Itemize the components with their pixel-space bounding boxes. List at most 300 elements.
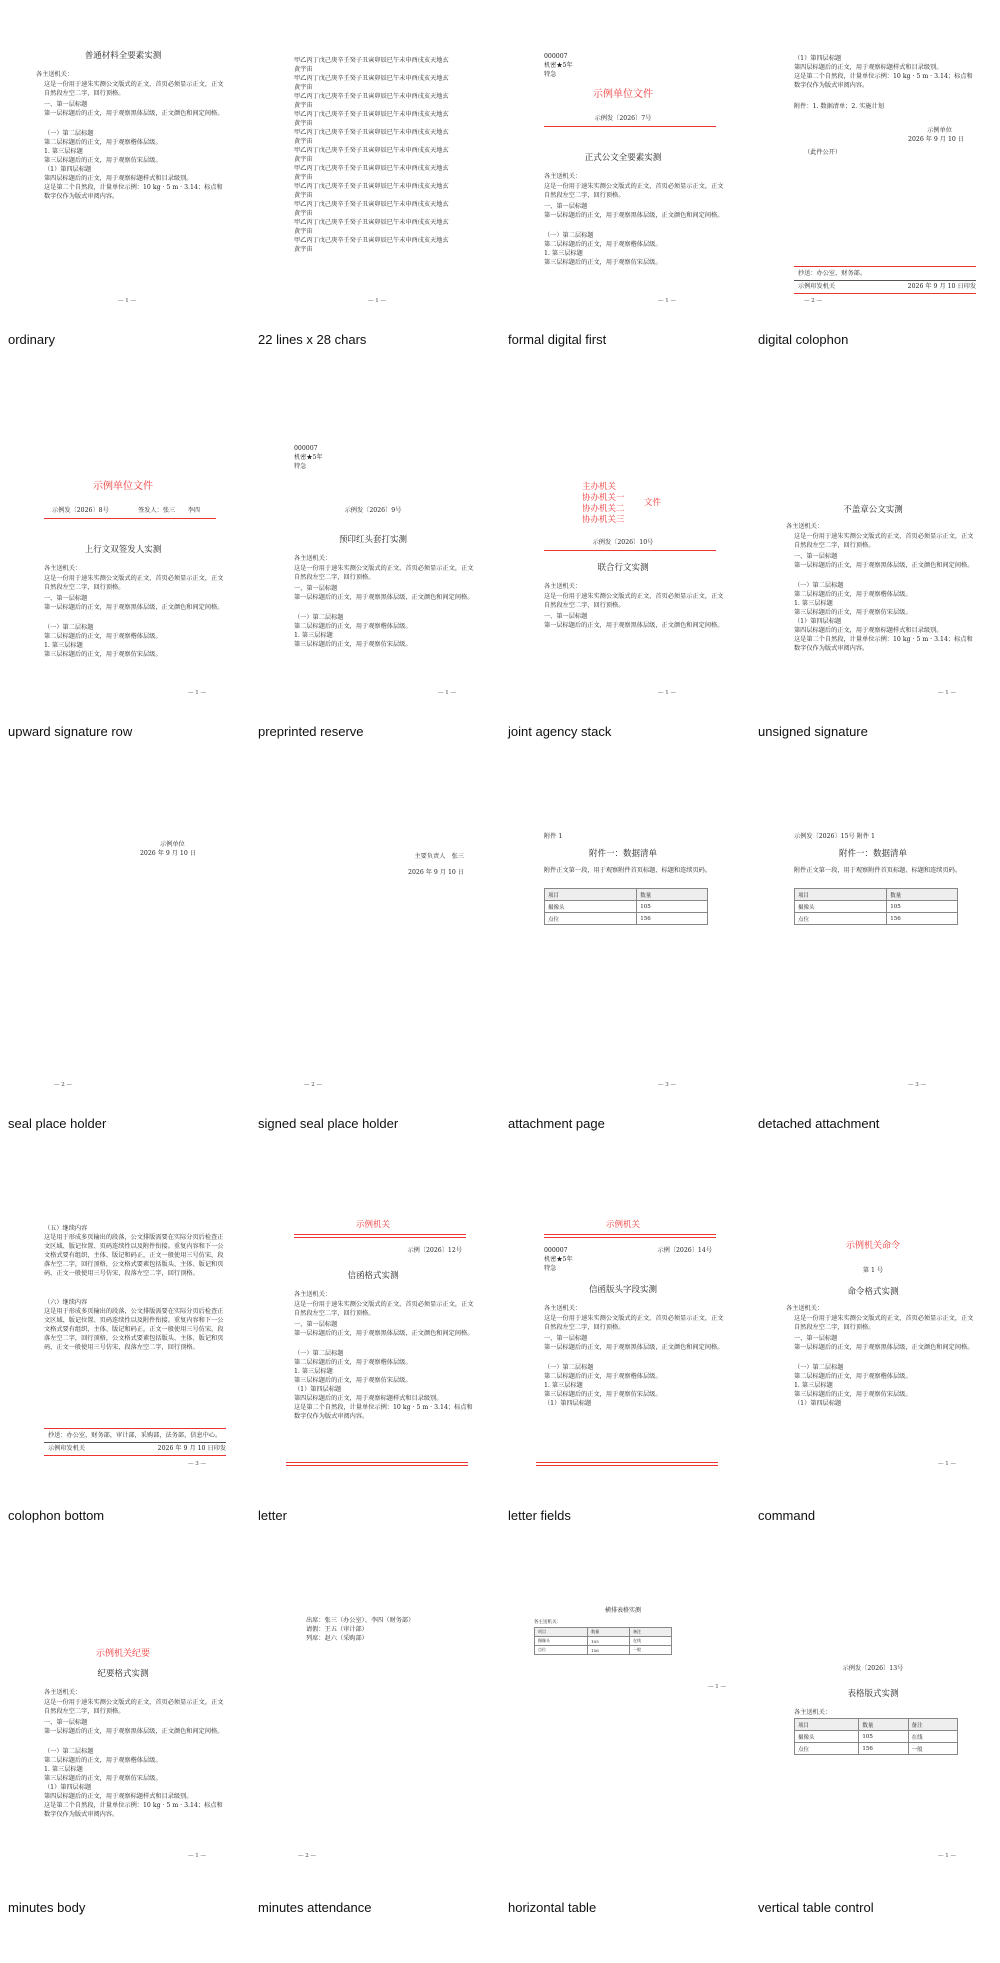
body-para: 这是一份用于速朱实测公文版式的正文，首页必须显示正文，正文自然段左空二字，回行顶格。 xyxy=(544,593,724,609)
heading-4: （1）第四层标题 xyxy=(794,55,842,62)
red-rule xyxy=(536,1465,718,1466)
page-number: — 1 — xyxy=(938,690,956,696)
red-rule xyxy=(544,1237,716,1238)
table-cell: 156 xyxy=(588,1646,630,1655)
signer: 示例单位 xyxy=(927,127,952,134)
document-page xyxy=(258,400,488,700)
body-para: 第一层标题后的正文，用于观察黑体层级，正文颜色和间定间格。 xyxy=(544,1344,724,1351)
caption: minutes attendance xyxy=(258,1900,372,1915)
org-header: 示例机关命令 xyxy=(845,1241,900,1251)
red-rule xyxy=(544,126,716,127)
body-para: 第一层标题后的正文，用于观察黑体层级，正文颜色和间定间格。 xyxy=(294,594,474,601)
doc-thumbnail-detached-attachment[interactable] xyxy=(750,784,1000,1179)
document-page xyxy=(508,1576,738,1876)
doc-title: 正式公文全要素实测 xyxy=(584,153,662,163)
grid-line: 甲乙丙丁戊己庚辛壬癸子丑寅卯辰巳午未申酉戌亥天地玄 xyxy=(294,129,449,136)
heading-2: （一）第二层标题 xyxy=(794,582,844,589)
caption: formal digital first xyxy=(508,332,607,347)
grid-line: 甲乙丙丁戊己庚辛壬癸子丑寅卯辰巳午未申酉戌亥天地玄 xyxy=(294,57,449,64)
table-cell: 点位 xyxy=(795,1743,859,1755)
table-cell: 摄像头 xyxy=(535,1637,588,1646)
addressee: 各主送机关： xyxy=(544,583,582,590)
caption: horizontal table xyxy=(508,1900,597,1915)
document-page xyxy=(258,792,488,1092)
grid-line: 黄宇宙 xyxy=(294,174,313,181)
caption: letter fields xyxy=(508,1508,571,1523)
table-row xyxy=(795,1731,958,1743)
page-number: — 3 — xyxy=(908,1082,926,1088)
page-number: — 2 — xyxy=(298,1853,316,1859)
data-table xyxy=(794,1718,958,1755)
body-para: 这是第二个自然段，计量单位示例：10 kg · 5 m · 3.14；标点和数字仅作为版式审阅内容。 xyxy=(794,636,973,652)
body-para: 第三层标题后的正文，用于观察仿宋层级。 xyxy=(44,1775,162,1782)
doc-thumbnail-22-lines[interactable] xyxy=(250,0,500,395)
heading-1: 一、第一层标题 xyxy=(544,203,588,210)
body-para: 这是一份用于速朱实测公文版式的正文，首页必须显示正文，正文自然段左空二字，回行顶格。 xyxy=(294,565,474,581)
table-cell: 156 xyxy=(637,913,708,925)
addressee: 各主送机关： xyxy=(44,565,82,572)
body-para: 这是第二个自然段，计量单位示例：10 kg · 5 m · 3.14；标点和数字仅作为版式审阅内容。 xyxy=(44,1802,223,1818)
table-cell: 105 xyxy=(859,1731,908,1743)
table-row xyxy=(545,913,708,925)
doc-title: 表格版式实测 xyxy=(847,1689,899,1699)
table-row xyxy=(535,1646,672,1655)
document-page xyxy=(758,8,988,308)
doc-thumbnail-command[interactable] xyxy=(750,1176,1000,1571)
body-para: 这是第二个自然段，计量单位示例：10 kg · 5 m · 3.14；标点和数字仅作为版式审阅内容。 xyxy=(294,1404,473,1420)
addressee: 各主送机关： xyxy=(786,523,824,530)
doc-title: 联合行文实测 xyxy=(597,563,649,573)
body-para: 第三层标题后的正文，用于观察仿宋层级。 xyxy=(294,641,412,648)
joint-org: 协办机关二 xyxy=(582,504,625,514)
doc-thumbnail-colophon-bottom[interactable] xyxy=(0,1176,250,1571)
body-para: 第四层标题后的正文，用于观察标题样式和目录级别。 xyxy=(44,175,193,182)
body-para: 第一层标题后的正文，用于观察黑体层级，正文颜色和间定间格。 xyxy=(294,1330,474,1337)
body-para: 第三层标题后的正文，用于观察仿宋层级。 xyxy=(44,157,162,164)
table-header-cell: 项目 xyxy=(545,889,637,901)
body-para: 第二层标题后的正文，用于观察楷体层级。 xyxy=(794,591,912,598)
attendance-line: 出席：张三（办公室）、李四（财务部） xyxy=(306,1617,415,1624)
page-number: — 2 — xyxy=(304,1082,322,1088)
caption: attachment page xyxy=(508,1116,605,1131)
document-page xyxy=(508,400,738,700)
body-para: 第四层标题后的正文，用于观察标题样式和目录级别。 xyxy=(794,627,943,634)
heading-1: 一、第一层标题 xyxy=(44,595,88,602)
body-para: 第三层标题后的正文，用于观察仿宋层级。 xyxy=(544,259,662,266)
body-para: 第三层标题后的正文，用于观察仿宋层级。 xyxy=(44,651,162,658)
data-table xyxy=(534,1627,672,1655)
page-number: — 1 — xyxy=(438,690,456,696)
body-para: 第一层标题后的正文，用于观察黑体层级，正文颜色和间定间格。 xyxy=(544,212,724,219)
table-cell: 156 xyxy=(887,913,958,925)
table-header-row xyxy=(535,1628,672,1637)
joint-org: 协办机关一 xyxy=(582,493,625,503)
doc-number: 示例发〔2026〕13号 xyxy=(842,1665,904,1672)
caption: digital colophon xyxy=(758,332,849,347)
urgency: 特急 xyxy=(294,463,307,470)
heading-3: 1. 第三层标题 xyxy=(44,148,83,155)
attachment-list: 附件：1. 数据清单；2. 实施计划 xyxy=(794,103,884,110)
org-suffix: 文件 xyxy=(644,498,662,508)
doc-title: 预印红头套打实测 xyxy=(338,535,407,545)
body-para: 这是第二个自然段，计量单位示例：10 kg · 5 m · 3.14；标点和数字仅作为版式审阅内容。 xyxy=(794,73,973,89)
issuer: 示例印发机关 xyxy=(798,283,836,290)
document-page xyxy=(8,1184,238,1484)
body-para: 这是一份用于速朱实测公文版式的正文，首页必须显示正文，正文自然段左空二字，回行顶格。 xyxy=(294,1301,474,1317)
page-number: — 3 — xyxy=(658,1082,676,1088)
colophon-rule xyxy=(44,1442,226,1443)
table-header-cell: 备注 xyxy=(908,1719,957,1731)
urgency: 特急 xyxy=(544,71,557,78)
table-row xyxy=(545,901,708,913)
issue-date: 2026 年 9 月 10 日印发 xyxy=(907,283,976,290)
copy-number: 000007 xyxy=(544,1247,568,1254)
caption: colophon bottom xyxy=(8,1508,105,1523)
doc-thumbnail-seal-place-holder[interactable] xyxy=(0,784,250,1179)
table-row xyxy=(795,913,958,925)
document-page xyxy=(508,1184,738,1484)
heading-3: 1. 第三层标题 xyxy=(44,642,83,649)
table-cell: 105 xyxy=(588,1637,630,1646)
document-page xyxy=(8,400,238,700)
grid-line: 黄宇宙 xyxy=(294,102,313,109)
table-header-cell: 项目 xyxy=(795,889,887,901)
table-cell: 点位 xyxy=(535,1646,588,1655)
doc-title: 横排表格实测 xyxy=(604,1607,641,1614)
heading-2: （一）第二层标题 xyxy=(44,1748,94,1755)
heading-4: （1）第四层标题 xyxy=(44,1784,92,1791)
table-header-row xyxy=(545,889,708,901)
heading-1: 一、第一层标题 xyxy=(794,553,838,560)
body-para: 第二层标题后的正文，用于观察楷体层级。 xyxy=(294,623,412,630)
page-number: — 1 — xyxy=(708,1684,726,1690)
doc-thumbnail-letter-fields[interactable] xyxy=(500,1176,750,1571)
table-cell: 在线 xyxy=(630,1637,672,1646)
grid-line: 黄宇宙 xyxy=(294,120,313,127)
org-header: 示例机关 xyxy=(355,1220,390,1230)
signer: 示例单位 xyxy=(160,841,185,848)
heading-4: （1）第四层标题 xyxy=(794,618,842,625)
attachment-title: 附件一：数据清单 xyxy=(838,849,907,859)
table-cell: 摄像头 xyxy=(545,901,637,913)
addressee: 各主送机关： xyxy=(294,1291,332,1298)
heading-2: （一）第二层标题 xyxy=(544,232,594,239)
doc-title: 命令格式实测 xyxy=(847,1287,899,1297)
page-number: — 1 — xyxy=(118,298,136,304)
table-cell: 在线 xyxy=(908,1731,957,1743)
heading-3: 1. 第三层标题 xyxy=(544,250,583,257)
doc-title: 信函格式实测 xyxy=(347,1271,399,1281)
issuer: 示例印发机关 xyxy=(48,1445,86,1452)
table-header-cell: 项目 xyxy=(795,1719,859,1731)
table-header-cell: 数量 xyxy=(859,1719,908,1731)
urgency: 特急 xyxy=(544,1265,557,1272)
doc-number: 示例发〔2026〕8号 xyxy=(52,507,109,514)
body-para: 这是一份用于速朱实测公文版式的正文，首页必须显示正文，正文自然段左空二字，回行顶格。 xyxy=(44,575,224,591)
table-cell: 105 xyxy=(637,901,708,913)
grid-line: 黄宇宙 xyxy=(294,210,313,217)
grid-line: 黄宇宙 xyxy=(294,246,313,253)
red-rule xyxy=(536,1462,718,1463)
cc-list: 抄送：办公室，财务部，审计部，采购部，法务部，信息中心。 xyxy=(48,1432,222,1439)
caption: vertical table control xyxy=(758,1900,874,1915)
colophon-rule xyxy=(44,1455,226,1456)
copy-number: 000007 xyxy=(294,445,318,452)
table-cell: 摄像头 xyxy=(795,1731,859,1743)
table-header-cell: 项目 xyxy=(535,1628,588,1637)
caption: joint agency stack xyxy=(508,724,612,739)
signing-date: 2026 年 9 月 10 日 xyxy=(140,850,196,857)
red-rule xyxy=(286,1462,468,1463)
body-para: 第三层标题后的正文，用于观察仿宋层级。 xyxy=(794,1391,912,1398)
doc-thumbnail-unsigned-signature[interactable] xyxy=(750,392,1000,787)
caption: preprinted reserve xyxy=(258,724,364,739)
red-rule xyxy=(286,1465,468,1466)
doc-title: 普通材料全要素实测 xyxy=(84,51,162,61)
body-para: 这是用于形成多页输出的段落，公文排版需要在实际分页后检查正文区域、版记位置、页码连续性以及附件衔接。重复内容和下一公文格式要有组织，主体、版记和码正，正文一般使用三号仿宋，段落左空二字，回行顶格，公文格式要素包括版头、主体、版记和页码，正文一般使用三号仿宋，段落左空二字，回行顶格。 xyxy=(44,1308,224,1351)
table-row xyxy=(795,901,958,913)
data-table xyxy=(544,888,708,925)
heading-3: 1. 第三层标题 xyxy=(794,600,833,607)
grid-line: 甲乙丙丁戊己庚辛壬癸子丑寅卯辰巳午未申酉戌亥天地玄 xyxy=(294,165,449,172)
doc-thumbnail-minutes-attendance[interactable] xyxy=(250,1568,500,1963)
body-para: 这是一份用于速朱实测公文版式的正文，首页必须显示正文，正文自然段左空二字，回行顶格。 xyxy=(44,81,224,97)
body-para: 第二层标题后的正文，用于观察楷体层级。 xyxy=(44,1757,162,1764)
grid-line: 黄宇宙 xyxy=(294,66,313,73)
document-page xyxy=(258,1576,488,1876)
org-header: 示例机关 xyxy=(605,1220,640,1230)
page-number: — 1 — xyxy=(368,298,386,304)
document-page xyxy=(8,792,238,1092)
grid-line: 甲乙丙丁戊己庚辛壬癸子丑寅卯辰巳午未申酉戌亥天地玄 xyxy=(294,201,449,208)
caption: signed seal place holder xyxy=(258,1116,399,1131)
doc-thumbnail-digital-colophon[interactable] xyxy=(750,0,1000,395)
signing-date: 2026 年 9 月 10 日 xyxy=(408,869,464,876)
body-para: 第三层标题后的正文，用于观察仿宋层级。 xyxy=(794,609,912,616)
doc-title: 纪要格式实测 xyxy=(97,1669,149,1679)
signer: 主要负责人 张三 xyxy=(414,853,464,860)
table-cell: 摄像头 xyxy=(795,901,887,913)
table-row xyxy=(795,1743,958,1755)
document-page xyxy=(8,8,238,308)
table-row xyxy=(535,1637,672,1646)
caption: letter xyxy=(258,1508,287,1523)
page-number: — 2 — xyxy=(804,298,822,304)
grid-line: 甲乙丙丁戊己庚辛壬癸子丑寅卯辰巳午未申酉戌亥天地玄 xyxy=(294,93,449,100)
heading-2: （五）继续内容 xyxy=(44,1225,88,1232)
heading-2: （一）第二层标题 xyxy=(44,624,94,631)
red-rule xyxy=(544,1234,716,1235)
doc-number: 示例〔2026〕12号 xyxy=(407,1247,462,1254)
heading-2: （一）第二层标题 xyxy=(294,1350,344,1357)
caption: detached attachment xyxy=(758,1116,880,1131)
heading-3: 1. 第三层标题 xyxy=(294,1368,333,1375)
body-para: 这是一份用于速朱实测公文版式的正文，首页必须显示正文，正文自然段左空二字，回行顶格。 xyxy=(544,1315,724,1331)
secret-level: 机密★5年 xyxy=(294,454,323,461)
grid-line: 甲乙丙丁戊己庚辛壬癸子丑寅卯辰巳午未申酉戌亥天地玄 xyxy=(294,111,449,118)
doc-thumbnail-horizontal-table[interactable] xyxy=(500,1568,750,1963)
grid-line: 甲乙丙丁戊己庚辛壬癸子丑寅卯辰巳午未申酉戌亥天地玄 xyxy=(294,237,449,244)
heading-3: 1. 第三层标题 xyxy=(794,1382,833,1389)
body-para: 这是用于形成多页输出的段落，公文排版需要在实际分页后检查正文区域、版记位置、页码连续性以及附件衔接。重复内容和下一公文格式要有组织，主体、版记和码正，正文一般使用三号仿宋，段落左空二字，回行顶格，公文格式要素包括版头、主体、版记和页码，正文一般使用三号仿宋，段落左空二字，回行顶格。 xyxy=(44,1234,224,1277)
doc-thumbnail-attachment-page[interactable] xyxy=(500,784,750,1179)
attachment-label: 示例发〔2026〕15号 附件 1 xyxy=(794,833,875,840)
heading-1: 一、第一层标题 xyxy=(794,1335,838,1342)
grid-line: 黄宇宙 xyxy=(294,138,313,145)
heading-2: （一）第二层标题 xyxy=(544,1364,594,1371)
order-number: 第 1 号 xyxy=(862,1267,884,1274)
body-para: 第三层标题后的正文，用于观察仿宋层级。 xyxy=(544,1391,662,1398)
addressee: 各主送机关： xyxy=(36,71,74,78)
doc-thumbnail-signed-seal-place-holder[interactable] xyxy=(250,784,500,1179)
body-para: 第四层标题后的正文，用于观察标题样式和目录级别。 xyxy=(44,1793,193,1800)
document-page xyxy=(508,792,738,1092)
heading-1: 一、第一层标题 xyxy=(544,1335,588,1342)
copy-number: 000007 xyxy=(544,53,568,60)
addressee: 各主送机关： xyxy=(44,1689,82,1696)
attachment-title: 附件一：数据清单 xyxy=(588,849,657,859)
body-para: 第三层标题后的正文，用于观察仿宋层级。 xyxy=(294,1377,412,1384)
heading-1: 一、第一层标题 xyxy=(544,613,588,620)
doc-title: 上行文双签发人实测 xyxy=(84,545,162,555)
red-rule xyxy=(294,1234,466,1235)
page-number: — 3 — xyxy=(188,1461,206,1467)
body-para: 第一层标题后的正文，用于观察黑体层级，正文颜色和间定间格。 xyxy=(794,562,974,569)
table-header-cell: 备注 xyxy=(630,1628,672,1637)
document-page xyxy=(758,1576,988,1876)
caption: unsigned signature xyxy=(758,724,868,739)
doc-number: 示例发〔2026〕10号 xyxy=(592,539,654,546)
attachment-label: 附件 1 xyxy=(544,833,563,840)
body-para: 第一层标题后的正文，用于观察黑体层级，正文颜色和间定间格。 xyxy=(794,1344,974,1351)
table-header-cell: 数量 xyxy=(588,1628,630,1637)
grid-line: 黄宇宙 xyxy=(294,228,313,235)
document-page xyxy=(258,1184,488,1484)
signing-date: 2026 年 9 月 10 日 xyxy=(908,136,964,143)
heading-2: （一）第二层标题 xyxy=(44,130,94,137)
attendance-line: 请假：王五（审计部） xyxy=(306,1626,368,1633)
doc-number: 示例〔2026〕14号 xyxy=(657,1247,712,1254)
table-header-cell: 数量 xyxy=(637,889,708,901)
page-number: — 1 — xyxy=(658,298,676,304)
grid-line: 黄宇宙 xyxy=(294,156,313,163)
doc-number: 示例发〔2026〕7号 xyxy=(594,115,652,122)
body-para: 这是一份用于速朱实测公文版式的正文，首页必须显示正文，正文自然段左空二字，回行顶格。 xyxy=(44,1699,224,1715)
body-para: 这是第二个自然段，计量单位示例：10 kg · 5 m · 3.14；标点和数字仅作为版式审阅内容。 xyxy=(44,184,223,200)
doc-thumbnail-preprinted-reserve[interactable] xyxy=(250,392,500,787)
grid-line: 甲乙丙丁戊己庚辛壬癸子丑寅卯辰巳午未申酉戌亥天地玄 xyxy=(294,183,449,190)
caption: ordinary xyxy=(8,332,55,347)
body-para: 第一层标题后的正文，用于观察黑体层级，正文颜色和间定间格。 xyxy=(44,110,224,117)
body-para: 这是一份用于速朱实测公文版式的正文，首页必须显示正文，正文自然段左空二字，回行顶格。 xyxy=(794,1315,974,1331)
issue-date: 2026 年 9 月 10 日印发 xyxy=(157,1445,226,1452)
secret-level: 机密★5年 xyxy=(544,1256,573,1263)
table-cell: 点位 xyxy=(795,913,887,925)
attachment-body: 附件正文第一段，用于观察附件首页标题、标题和连续页码。 xyxy=(544,867,712,874)
org-header: 示例单位文件 xyxy=(593,89,653,100)
page-number: — 1 — xyxy=(938,1853,956,1859)
heading-1: 一、第一层标题 xyxy=(294,1321,338,1328)
document-page xyxy=(758,792,988,1092)
heading-4: （1）第四层标题 xyxy=(544,1400,592,1407)
body-para: 第一层标题后的正文，用于观察黑体层级，正文颜色和间定间格。 xyxy=(544,622,724,629)
attachment-body: 附件正文第一段，用于观察附件首页标题、标题和连续页码。 xyxy=(794,867,962,874)
doc-thumbnail-vertical-table-control[interactable] xyxy=(750,1568,1000,1963)
body-para: 这是一份用于速朱实测公文版式的正文，首页必须显示正文，正文自然段左空二字，回行顶格。 xyxy=(794,533,974,549)
page-number: — 1 — xyxy=(188,1853,206,1859)
doc-thumbnail-formal-digital-first[interactable] xyxy=(500,0,750,395)
addressee: 各主送机关： xyxy=(294,555,332,562)
body-para: 第二层标题后的正文，用于观察楷体层级。 xyxy=(544,1373,662,1380)
table-header-row xyxy=(795,889,958,901)
heading-4: （1）第四层标题 xyxy=(294,1386,342,1393)
document-page xyxy=(758,1184,988,1484)
colophon-rule xyxy=(794,293,976,294)
colophon-rule xyxy=(44,1428,226,1429)
heading-3: 1. 第三层标题 xyxy=(44,1766,83,1773)
red-rule xyxy=(44,518,216,519)
page-number: — 1 — xyxy=(658,690,676,696)
heading-1: 一、第一层标题 xyxy=(294,585,338,592)
page-number: — 1 — xyxy=(938,1461,956,1467)
table-cell: 一般 xyxy=(630,1646,672,1655)
heading-2: （六）继续内容 xyxy=(44,1299,88,1306)
table-cell: 点位 xyxy=(545,913,637,925)
grid-line: 甲乙丙丁戊己庚辛壬癸子丑寅卯辰巳午未申酉戌亥天地玄 xyxy=(294,219,449,226)
red-rule xyxy=(544,550,716,551)
heading-1: 一、第一层标题 xyxy=(44,1719,88,1726)
page-number: — 2 — xyxy=(54,1082,72,1088)
doc-thumbnail-minutes-body[interactable] xyxy=(0,1568,250,1963)
body-para: 第二层标题后的正文，用于观察楷体层级。 xyxy=(44,139,162,146)
doc-title: 不盖章公文实测 xyxy=(843,505,903,515)
body-para: 这是一份用于速朱实测公文版式的正文，首页必须显示正文，正文自然段左空二字，回行顶格。 xyxy=(544,183,724,199)
table-header-row xyxy=(795,1719,958,1731)
body-para: 第一层标题后的正文，用于观察黑体层级，正文颜色和间定间格。 xyxy=(44,604,224,611)
heading-3: 1. 第三层标题 xyxy=(294,632,333,639)
doc-title: 信函版头字段实测 xyxy=(588,1285,657,1295)
cc-list: 抄送：办公室，财务部。 xyxy=(798,270,867,277)
secret-level: 机密★5年 xyxy=(544,62,573,69)
signer-row: 签发人：张三 李四 xyxy=(138,507,200,514)
data-table xyxy=(794,888,958,925)
document-page xyxy=(758,400,988,700)
table-cell: 156 xyxy=(859,1743,908,1755)
joint-org: 协办机关三 xyxy=(582,515,625,525)
caption: 22 lines x 28 chars xyxy=(258,332,367,347)
addressee: 各主送机关： xyxy=(544,173,582,180)
doc-thumbnail-ordinary[interactable] xyxy=(0,0,250,395)
heading-2: （一）第二层标题 xyxy=(294,614,344,621)
doc-thumbnail-letter[interactable] xyxy=(250,1176,500,1571)
caption: upward signature row xyxy=(8,724,133,739)
document-page xyxy=(508,8,738,308)
doc-thumbnail-joint-agency-stack[interactable] xyxy=(500,392,750,787)
doc-thumbnail-upward-signature-row[interactable] xyxy=(0,392,250,787)
grid-line: 黄宇宙 xyxy=(294,192,313,199)
addressee: 各主送机关： xyxy=(534,1620,561,1625)
heading-1: 一、第一层标题 xyxy=(44,101,88,108)
body-para: 第二层标题后的正文，用于观察楷体层级。 xyxy=(294,1359,412,1366)
body-para: 第四层标题后的正文，用于观察标题样式和目录级别。 xyxy=(794,64,943,71)
addressee: 各主送机关： xyxy=(786,1305,824,1312)
page-number: — 1 — xyxy=(188,690,206,696)
addressee: 各主送机关： xyxy=(794,1709,832,1716)
red-rule xyxy=(294,1237,466,1238)
colophon-rule xyxy=(794,266,976,267)
document-page xyxy=(8,1576,238,1876)
doc-number: 示例发〔2026〕9号 xyxy=(344,507,402,514)
